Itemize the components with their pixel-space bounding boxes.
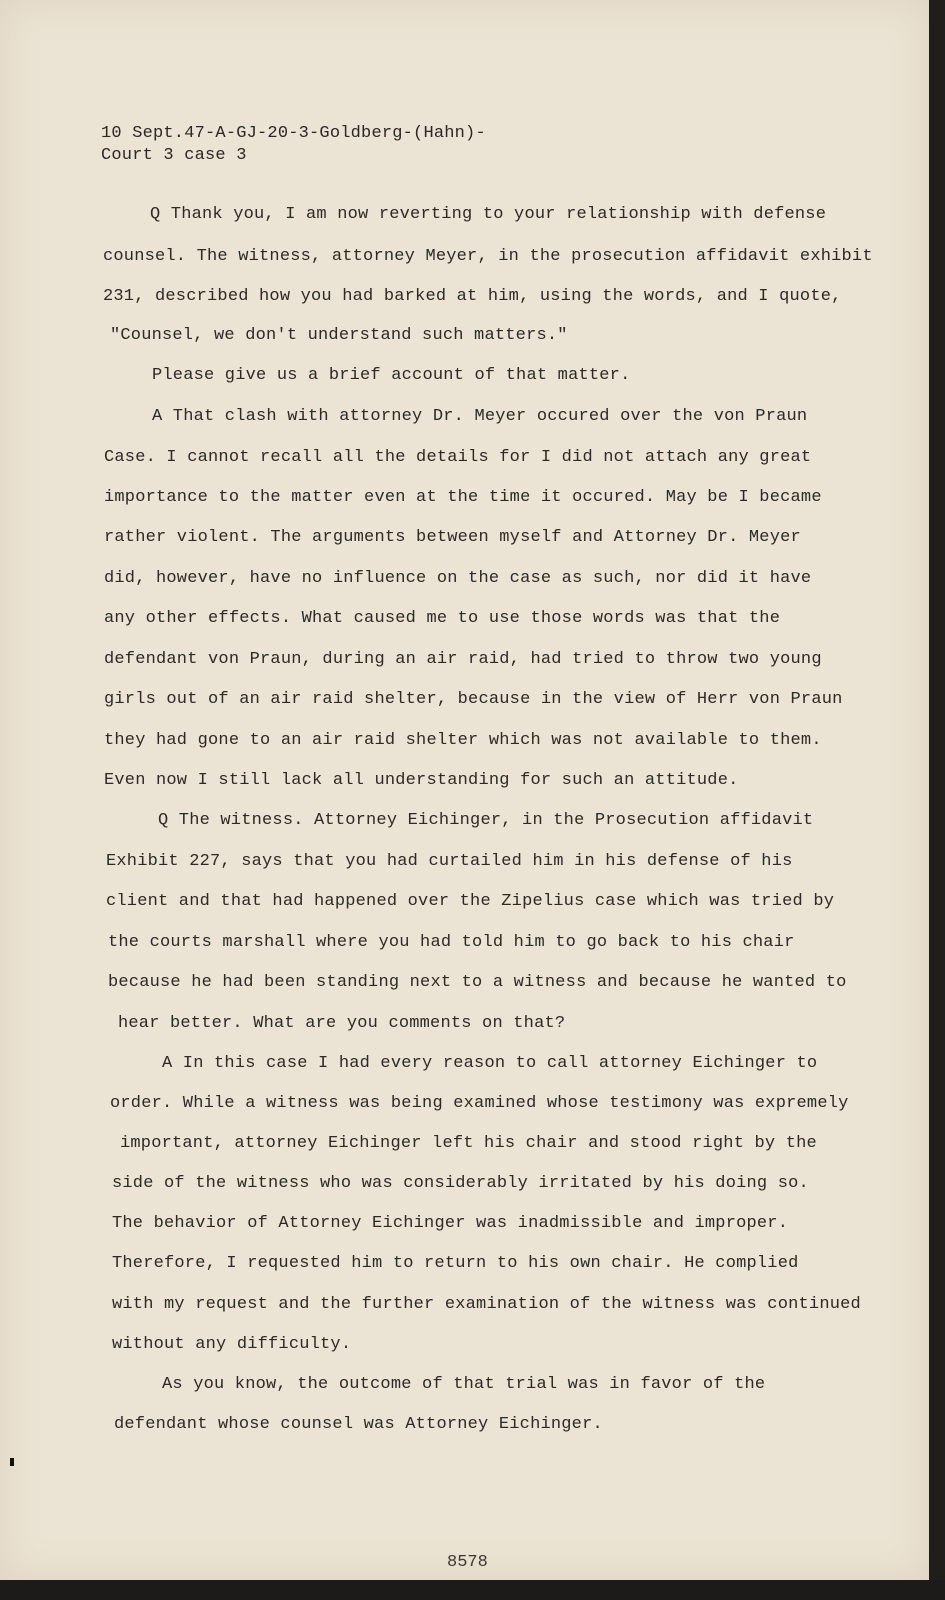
text-line: A That clash with attorney Dr. Meyer occured over the von Praun [152, 407, 808, 426]
text-line: Q The witness. Attorney Eichinger, in the Prosecution affidavit [158, 811, 814, 830]
text-line: counsel. The witness, attorney Meyer, in the prosecution affidavit exhibit [103, 247, 873, 266]
text-line: A In this case I had every reason to call attorney Eichinger to [162, 1054, 818, 1073]
text-line: the courts marshall where you had told him to go back to his chair [108, 933, 795, 952]
text-line: Even now I still lack all understanding for such an attitude. [104, 771, 739, 790]
text-line: important, attorney Eichinger left his chair and stood right by the [120, 1134, 817, 1153]
text-line: order. While a witness was being examined whose testimony was expremely [110, 1094, 849, 1113]
text-line: defendant whose counsel was Attorney Eichinger. [114, 1415, 603, 1434]
text-line: As you know, the outcome of that trial was in favor of the [162, 1375, 766, 1394]
text-line: importance to the matter even at the time it occured. May be I became [104, 488, 822, 507]
header-court-case: Court 3 case 3 [101, 146, 247, 165]
text-line: girls out of an air raid shelter, because in the view of Herr von Praun [104, 690, 843, 709]
text-line: Q Thank you, I am now reverting to your relationship with defense [150, 205, 827, 224]
text-line: 231, described how you had barked at him, using the words, and I quote, [103, 287, 842, 306]
text-line: side of the witness who was considerably irritated by his doing so. [112, 1174, 809, 1193]
text-line: with my request and the further examination of the witness was continued [112, 1295, 861, 1314]
text-line: did, however, have no influence on the case as such, nor did it have [104, 569, 812, 588]
text-line: because he had been standing next to a witness and because he wanted to [108, 973, 847, 992]
text-line: Therefore, I requested him to return to his own chair. He complied [112, 1254, 799, 1273]
text-line: defendant von Praun, during an air raid, had tried to throw two young [104, 650, 822, 669]
scan-edge-right [929, 0, 945, 1600]
text-line: Case. I cannot recall all the details for I did not attach any great [104, 448, 812, 467]
text-line: "Counsel, we don't understand such matters." [110, 326, 568, 345]
text-line: The behavior of Attorney Eichinger was inadmissible and improper. [112, 1214, 789, 1233]
binding-mark [10, 1458, 14, 1466]
text-line: any other effects. What caused me to use those words was that the [104, 609, 781, 628]
text-line: without any difficulty. [112, 1335, 352, 1354]
text-line: hear better. What are you comments on that? [118, 1014, 566, 1033]
text-line: rather violent. The arguments between myself and Attorney Dr. Meyer [104, 528, 801, 547]
text-line: Exhibit 227, says that you had curtailed him in his defense of his [106, 852, 793, 871]
page-number: 8578 [447, 1553, 488, 1572]
text-line: they had gone to an air raid shelter which was not available to them. [104, 731, 822, 750]
scan-edge-bottom [0, 1580, 945, 1600]
header-reference: 10 Sept.47-A-GJ-20-3-Goldberg-(Hahn)- [101, 124, 486, 143]
text-line: Please give us a brief account of that matter. [152, 366, 631, 385]
text-line: client and that had happened over the Zipelius case which was tried by [106, 892, 835, 911]
